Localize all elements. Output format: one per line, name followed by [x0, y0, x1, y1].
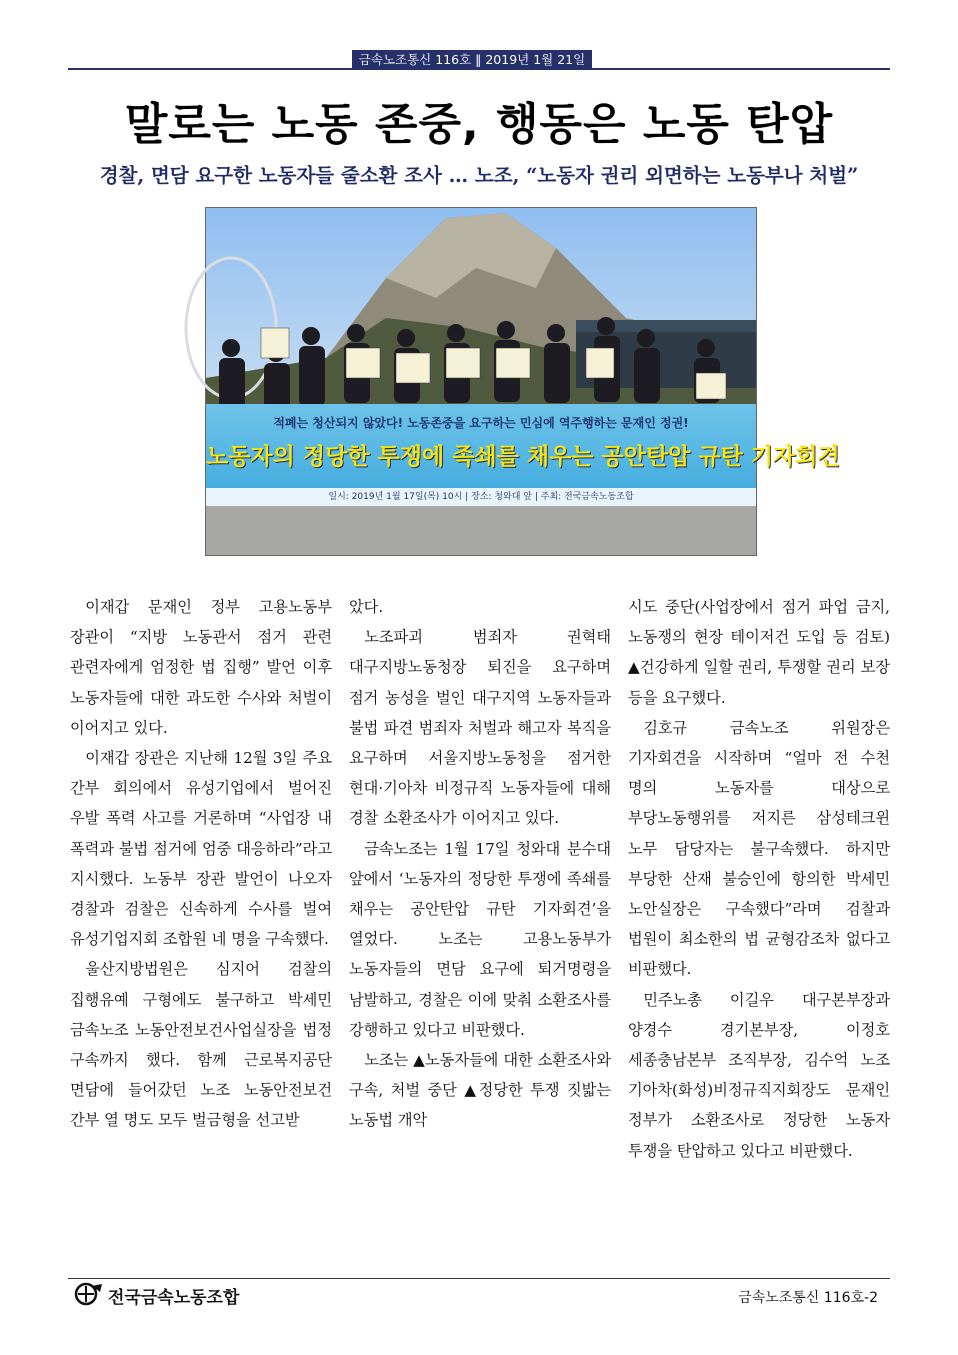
- article-column-2: [349, 592, 611, 1136]
- footer-rule: [68, 1278, 890, 1279]
- banner-info: 일시: 2019년 1월 17일(목) 10시 | 장소: 청와대 앞 | 주최: 전국금속노동조합: [206, 488, 756, 506]
- footer-organization: 전국금속노동조합: [108, 1288, 240, 1308]
- paragraph: 민주노총 이길우 대구본부장과 양경수 경기본부장, 이정호 세종충남본부 조직부장, 김수억 노조 기아차(화성)비정규직지회장도 문재인 정부가 소환조사로 정당한 노동자 투쟁을 탄압하고 있다고 비판했다.: [628, 990, 890, 1160]
- union-logo-icon: [72, 1282, 104, 1306]
- article-subhead: 경찰, 면담 요구한 노동자들 줄소환 조사 … 노조, “노동자 권리 외면하는 노동부나 처벌”: [99, 164, 859, 187]
- paragraph: 이재갑 장관은 지난해 12월 3일 주요 간부 회의에서 유성기업에서 벌어진 우발 폭력 사고를 거론하며 “사업장 내 폭력과 불법 점거에 엄중 대응하라”라고 지시했다. 노동부 장관 발언이 나오자 경찰과 검찰은 신속하게 수사를 벌여 유성기업지회 조합원 네 명을 구속했다.: [70, 749, 332, 949]
- paragraph: 았다.: [349, 598, 384, 616]
- press-conference-photo: [205, 207, 840, 556]
- issue-header-tag: 금속노조통신 116호 ‖ 2019년 1월 21일: [352, 50, 592, 70]
- banner-slogan: 적폐는 청산되지 않았다! 노동존중을 요구하는 민심에 역주행하는 문재인 정권!: [273, 416, 689, 430]
- paragraph: 노조파괴 범죄자 권혁태 대구지방노동청장 퇴진을 요구하며 점거 농성을 벌인 대구지역 노동자들과 불법 파견 범죄자 처벌과 해고자 복직을 요구하며 서울지방노동청을 점거한 현대·기아차 비정규직 노동자들에 대해 경찰 소환조사가 이어지고 있다.: [349, 628, 611, 828]
- article-column-1: [70, 592, 332, 1136]
- paragraph: 노조는 ▲노동자들에 대한 소환조사와 구속, 처벌 중단 ▲정당한 투쟁 짓밟는 노동법 개악: [349, 1051, 611, 1130]
- article-column-3: [628, 592, 890, 1166]
- article-body: [70, 592, 890, 1254]
- paragraph: 김호규 금속노조 위원장은 기자회견을 시작하며 “얼마 전 수천 명의 노동자를 대상으로 부당노동행위를 저지른 삼성테크윈 노무 담당자는 불구속했다. 하지만 부당한 산재 불승인에 항의한 박세민 노안실장은 구속했다”라며 검찰과 법원이 최소한의 법 균형감조차 없다고 비판했다.: [628, 718, 890, 979]
- banner-title: 노동자의 정당한 투쟁에 족쇄를 채우는 공안탄압 규탄 기자회견: [206, 444, 840, 470]
- footer-page-number: 금속노조통신 116호-2: [738, 1290, 878, 1306]
- paragraph: 이재갑 문재인 정부 고용노동부 장관이 “지방 노동관서 점거 관련 관련자에게 엄정한 법 집행” 발언 이후 노동자들에 대한 과도한 수사와 처벌이 이어지고 있다.: [70, 598, 332, 737]
- paragraph: 시도 중단(사업장에서 점거 파업 금지, 노동쟁의 현장 테이저건 도입 등 검토) ▲건강하게 일할 권리, 투쟁할 권리 보장 등을 요구했다.: [628, 598, 890, 707]
- paragraph: 금속노조는 1월 17일 청와대 분수대 앞에서 ‘노동자의 정당한 투쟁에 족쇄를 채우는 공안탄압 규탄 기자회견’을 열었다. 노조는 고용노동부가 노동자들의 면담 요구에 퇴거명령을 남발하고, 경찰은 이에 맞춰 소환조사를 강행하고 있다고 비판했다.: [349, 839, 611, 1039]
- article-headline: 말로는 노동 존중, 행동은 노동 탄압: [124, 99, 834, 150]
- paragraph: 울산지방법원은 심지어 검찰의 집행유예 구형에도 불구하고 박세민 금속노조 노동안전보건사업실장을 법정 구속까지 했다. 함께 근로복지공단 면담에 들어갔던 노조 노동안전보건 간부 열 명도 모두 벌금형을 선고받: [70, 960, 332, 1130]
